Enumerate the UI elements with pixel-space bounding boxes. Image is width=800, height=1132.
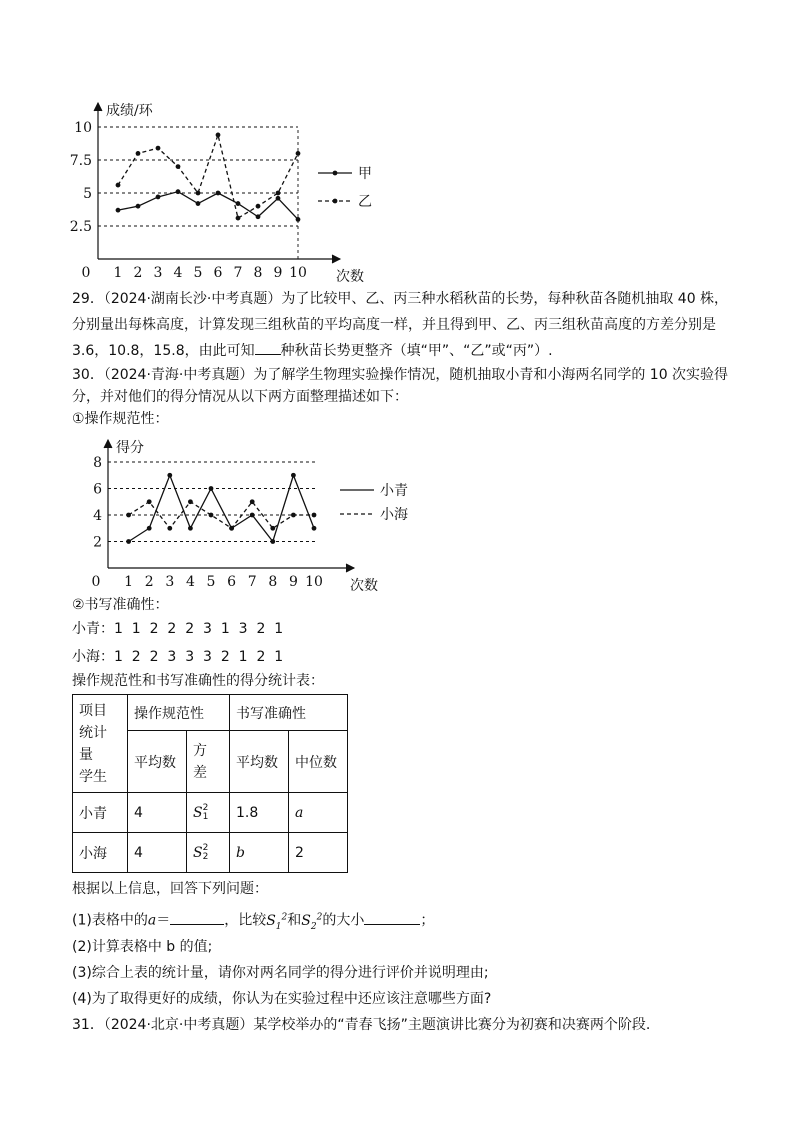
q29-answer-blank[interactable] — [255, 340, 281, 355]
y-tick-label: 6 — [93, 481, 102, 498]
data-point — [216, 191, 221, 196]
th-item-4: 学生 — [79, 768, 107, 785]
row-median: a — [289, 793, 348, 833]
th-item-2: 统计 — [79, 724, 107, 741]
data-point — [209, 513, 214, 518]
x-tick-label: 1 — [113, 265, 123, 281]
th-operation: 操作规范性 — [128, 695, 230, 731]
y-axis-arrow — [94, 103, 102, 111]
q31-line1: 31．（2024·北京·中考真题）某学校举办的“青春飞扬”主题演讲比赛分为初赛和决赛两个阶段. — [72, 1017, 651, 1033]
legend-label: 乙 — [358, 194, 372, 210]
x-tick-label: 5 — [193, 265, 203, 281]
data-point — [256, 204, 261, 209]
x-tick-label: 8 — [268, 574, 278, 590]
y-tick-label: 2 — [93, 534, 102, 551]
data-point — [196, 191, 201, 196]
s1-sup: 2 — [281, 912, 288, 922]
sub1-a: (1)表格中的 — [72, 912, 148, 929]
row-op-mean: 4 — [128, 833, 187, 873]
q30-sub4: (4)为了取得更好的成绩，你认为在实验过程中还应该注意哪些方面? — [72, 991, 492, 1007]
data-point — [270, 539, 275, 544]
data-point — [291, 513, 296, 518]
xh-scores-line — [72, 644, 732, 670]
th-variance-1: 方 — [193, 742, 207, 759]
x-tick-label: 5 — [206, 574, 216, 590]
data-point — [270, 526, 275, 531]
data-point — [167, 526, 172, 531]
q30-line2: 分，并对他们的得分情况从以下两方面整理描述如下： — [72, 389, 408, 405]
chart-shooting-scores — [70, 88, 390, 288]
y-tick-label: 8 — [93, 455, 102, 471]
var-sub: 1 — [202, 811, 209, 822]
data-point — [291, 473, 296, 478]
legend-label: 甲 — [358, 166, 372, 182]
row-name: 小海 — [73, 833, 128, 873]
data-point — [116, 183, 121, 188]
data-point — [167, 473, 172, 478]
q30-line1: 30．（2024·青海·中考真题）为了解学生物理实验操作情况，随机抽取小青和小海两名同学的 10 次实验得 — [72, 367, 729, 383]
x-tick-label: 9 — [273, 265, 283, 281]
y-tick-label: 2.5 — [69, 219, 92, 235]
series-line-1 — [129, 475, 314, 541]
table-row — [73, 833, 348, 873]
s2-sub: 2 — [310, 921, 317, 932]
legend-label: 小海 — [380, 507, 408, 523]
th-wr-mean: 平均数 — [230, 731, 289, 793]
xq-scores: 1 1 2 2 2 3 1 3 2 1 — [114, 621, 284, 637]
y-axis-label: 得分 — [116, 440, 144, 456]
data-point — [209, 486, 214, 491]
x-tick-label: 7 — [233, 265, 243, 281]
x-tick-label: 6 — [213, 265, 223, 281]
data-point — [147, 499, 152, 504]
q29-line1: 29．（2024·湖南长沙·中考真题）为了比较甲、乙、丙三种水稻秋苗的长势，每种秋苗各随机抽取 40 株， — [72, 291, 729, 307]
data-point — [236, 216, 241, 221]
data-point — [147, 526, 152, 531]
legend-label: 小青 — [380, 483, 408, 499]
s1-sym: S — [266, 912, 276, 929]
th-op-mean: 平均数 — [128, 731, 187, 793]
sub1-f: ； — [420, 912, 435, 929]
legend-dot — [333, 171, 338, 176]
q29-line3-b: 种秋苗长势更整齐（填“甲”、“乙”或“丙”）. — [280, 343, 553, 359]
x-tick-label: 1 — [124, 574, 134, 590]
y-tick-label: 7.5 — [69, 153, 92, 169]
data-point — [250, 499, 255, 504]
data-point — [136, 204, 141, 209]
x-tick-label: 4 — [185, 574, 195, 590]
xh-scores: 1 2 2 3 3 3 2 1 2 1 — [114, 649, 284, 665]
xq-scores-line — [72, 616, 732, 642]
th-variance — [187, 731, 230, 793]
chart-operation-scores — [70, 428, 408, 594]
data-point — [229, 526, 234, 531]
x-tick-label: 10 — [305, 574, 323, 590]
row-variance — [187, 793, 230, 833]
x-tick-label: 3 — [153, 265, 163, 281]
var-symbol: S — [193, 804, 203, 821]
th-writing: 书写准确性 — [230, 695, 348, 731]
x-tick-label: 0 — [81, 265, 91, 281]
sub1-e: 的大小 — [322, 912, 365, 929]
x-tick-label: 8 — [253, 265, 263, 281]
th-item-1: 项目 — [79, 702, 107, 719]
x-tick-label: 2 — [144, 574, 154, 590]
data-point — [256, 214, 261, 219]
data-point — [276, 191, 281, 196]
row-op-mean: 4 — [128, 793, 187, 833]
sub1-s1 — [266, 912, 288, 932]
data-point — [188, 526, 193, 531]
q29-line2: 分别量出每株高度，计算发现三组秋苗的平均高度一样，并且得到甲、乙、丙三组秋苗高度的方差分别是 — [72, 317, 716, 333]
series-line-1 — [118, 192, 298, 220]
s1-sub: 1 — [275, 921, 282, 932]
table-title: 操作规范性和书写准确性的得分统计表： — [72, 673, 324, 689]
data-point — [188, 499, 193, 504]
q29-line3 — [72, 338, 732, 364]
data-point — [126, 539, 131, 544]
y-tick-label: 5 — [83, 186, 92, 202]
var-sub: 2 — [202, 851, 209, 862]
data-point — [312, 526, 317, 531]
row-wr-mean: b — [230, 833, 289, 873]
x-tick-label: 3 — [165, 574, 175, 590]
y-axis-arrow — [104, 440, 112, 448]
data-point — [176, 164, 181, 169]
x-tick-label: 6 — [227, 574, 237, 590]
legend-dot — [333, 199, 338, 204]
q30-sub2: (2)计算表格中 b 的值; — [72, 939, 213, 955]
sub1-blank-a[interactable] — [170, 910, 224, 925]
x-axis-label: 次数 — [350, 578, 378, 594]
data-point — [296, 151, 301, 156]
data-point — [196, 201, 201, 206]
sub1-d: 和 — [287, 912, 302, 929]
data-point — [156, 146, 161, 151]
row-median: 2 — [289, 833, 348, 873]
row-wr-mean: 1.8 — [230, 793, 289, 833]
x-tick-label: 10 — [289, 265, 307, 281]
data-point — [156, 195, 161, 200]
y-tick-label: 10 — [74, 120, 92, 136]
s2-sym: S — [301, 912, 311, 929]
sub1-blank-compare[interactable] — [364, 910, 420, 925]
x-tick-label: 4 — [173, 265, 183, 281]
sub1-b: ＝ — [156, 912, 171, 929]
sub1-s2 — [301, 912, 323, 932]
y-tick-label: 4 — [93, 508, 102, 524]
stat-table — [72, 694, 348, 873]
data-point — [250, 513, 255, 518]
y-axis-label: 成绩/环 — [106, 103, 153, 119]
data-point — [296, 217, 301, 222]
th-variance-2: 差 — [193, 764, 207, 781]
data-point — [312, 513, 317, 518]
x-axis-arrow — [332, 255, 340, 263]
s2-sup: 2 — [316, 912, 323, 922]
th-item-3: 量 — [79, 746, 93, 763]
th-median: 中位数 — [289, 731, 348, 793]
row-name: 小青 — [73, 793, 128, 833]
q30-part2: ②书写准确性： — [72, 597, 169, 613]
data-point — [216, 133, 221, 138]
sub1-var: a — [147, 912, 157, 929]
data-point — [116, 208, 121, 213]
var-symbol: S — [193, 844, 203, 861]
data-point — [136, 151, 141, 156]
var-sup: 2 — [202, 802, 209, 813]
q30-sub3: (3)综合上表的统计量，请你对两名同学的得分进行评价并说明理由; — [72, 965, 489, 981]
x-axis-label: 次数 — [336, 269, 364, 285]
data-point — [126, 513, 131, 518]
x-tick-label: 2 — [133, 265, 143, 281]
data-point — [236, 201, 241, 206]
data-point — [276, 196, 281, 201]
q30-part1: ①操作规范性： — [72, 411, 169, 427]
x-tick-label: 0 — [91, 574, 101, 590]
data-point — [176, 189, 181, 194]
q29-line3-a: 3.6，10.8，15.8，由此可知 — [72, 343, 255, 359]
table-row — [73, 793, 348, 833]
x-tick-label: 7 — [247, 574, 257, 590]
var-sup: 2 — [202, 842, 209, 853]
q30-intro: 根据以上信息，回答下列问题： — [72, 881, 268, 897]
x-axis-arrow — [346, 564, 354, 572]
xq-label: 小青： — [72, 621, 114, 637]
th-item — [73, 695, 128, 793]
x-tick-label: 9 — [288, 574, 298, 590]
sub1-c: ，比较 — [224, 912, 267, 929]
row-variance — [187, 833, 230, 873]
xh-label: 小海： — [72, 649, 114, 665]
